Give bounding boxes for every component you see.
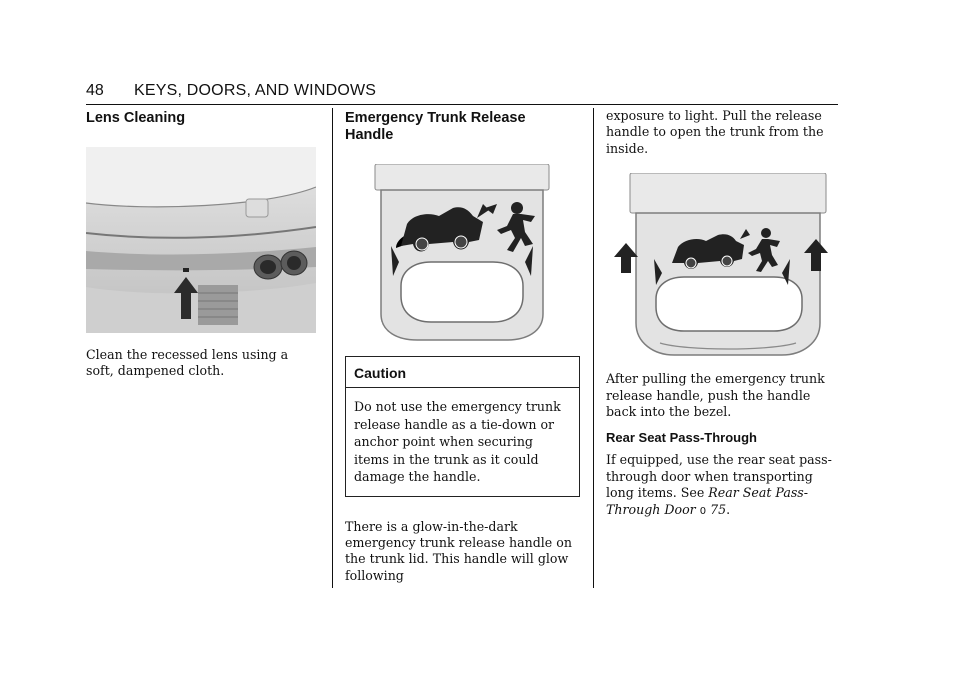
pull-release-text: exposure to light. Pull the release handle to open the trunk from the inside.	[606, 108, 824, 156]
caution-title: Caution	[346, 357, 579, 388]
emergency-trunk-release-heading: Emergency Trunk Release Handle	[345, 110, 526, 143]
page-header	[86, 82, 838, 105]
trunk-release-handle-illustration	[371, 164, 553, 342]
page-number: 48	[86, 82, 104, 99]
rear-seat-body: If equipped, use the rear seat pass-through door when transporting long items. See	[606, 452, 832, 501]
rear-seat-pass-through-link[interactable]: Rear Seat Pass-Through Door	[606, 485, 809, 517]
column-continued	[606, 110, 842, 520]
glow-handle-text: There is a glow-in-the-dark emergency trunk release handle on the trunk lid. This handle will glow following	[345, 518, 572, 583]
caution-text: Do not use the emergency trunk release handle as a tie-down or anchor point when securing items in the trunk as it could damage the handle.	[354, 399, 561, 484]
section-title: KEYS, DOORS, AND WINDOWS	[134, 82, 377, 99]
page-ref-number[interactable]: 75	[710, 501, 727, 517]
column-divider	[593, 108, 594, 588]
lens-cleaning-text: Clean the recessed lens using a soft, dampened cloth.	[86, 347, 289, 379]
ref-tail: .	[726, 501, 731, 517]
trunk-release-pull-illustration	[606, 173, 836, 359]
caution-box	[345, 356, 580, 497]
rear-seat-pass-through-heading: Rear Seat Pass-Through	[606, 430, 757, 446]
column-divider	[332, 108, 333, 588]
bumper-camera-arrow-illustration	[86, 147, 316, 333]
page-ref-icon: 0	[699, 505, 707, 517]
rear-seat-pass-through-text	[606, 452, 842, 520]
push-handle-back-text: After pulling the emergency trunk release handle, push the handle back into the bezel.	[606, 371, 825, 420]
lens-cleaning-heading: Lens Cleaning	[86, 110, 186, 126]
column-lens-cleaning	[86, 110, 316, 380]
column-emergency-trunk-release	[345, 110, 580, 584]
